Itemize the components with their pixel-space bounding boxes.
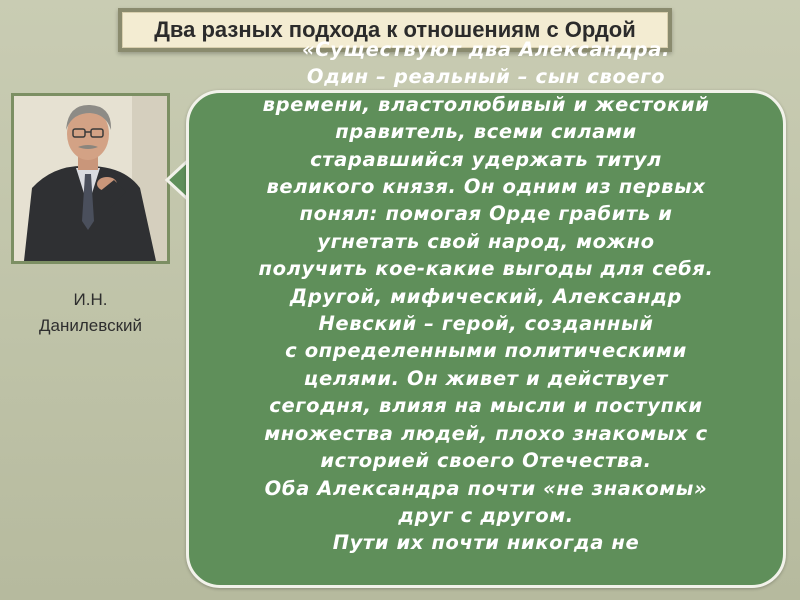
quote-line: получить кое-какие выгоды для себя. [258,257,714,281]
quote-line: Другой, мифический, Александр [289,284,683,308]
quote-line: «Существуют два Александра. [302,38,670,61]
quote-line: Один – реальный – сын своего [306,65,666,89]
quote-line: понял: помогая Орде грабить и [299,202,673,226]
quote-line: времени, властолюбивый и жестокий [262,92,710,116]
portrait-frame [11,93,170,264]
quote-line: сегодня, влияя на мысли и поступки [269,394,703,418]
quote-text [196,36,776,600]
quote-line: друг с другом. [398,503,574,527]
portrait-illustration [14,96,167,261]
quote-line: старавшийся удержать титул [310,147,662,171]
quote-line: множества людей, плохо знакомых с [264,421,708,445]
quote-line: великого князя. Он одним из первых [266,175,706,199]
quote-line: Невский – герой, созданный [318,312,654,336]
quote-line: целями. Он живет и действует [303,366,669,390]
quote-line: угнетать свой народ, можно [317,229,655,253]
quote-line: Оба Александра почти «не знакомы» [264,476,708,500]
quote-line: с определенными политическими [285,339,687,363]
portrait-photo [14,96,167,261]
quote-line: историей своего Отечества. [320,449,652,473]
slide-title: Два разных подхода к отношениям с Ордой [154,17,636,42]
author-name-text: И.Н. Данилевский [39,290,142,335]
author-name [11,287,170,339]
quote-line: правитель, всеми силами [335,120,637,144]
quote-line: Пути их почти никогда не [332,531,640,555]
